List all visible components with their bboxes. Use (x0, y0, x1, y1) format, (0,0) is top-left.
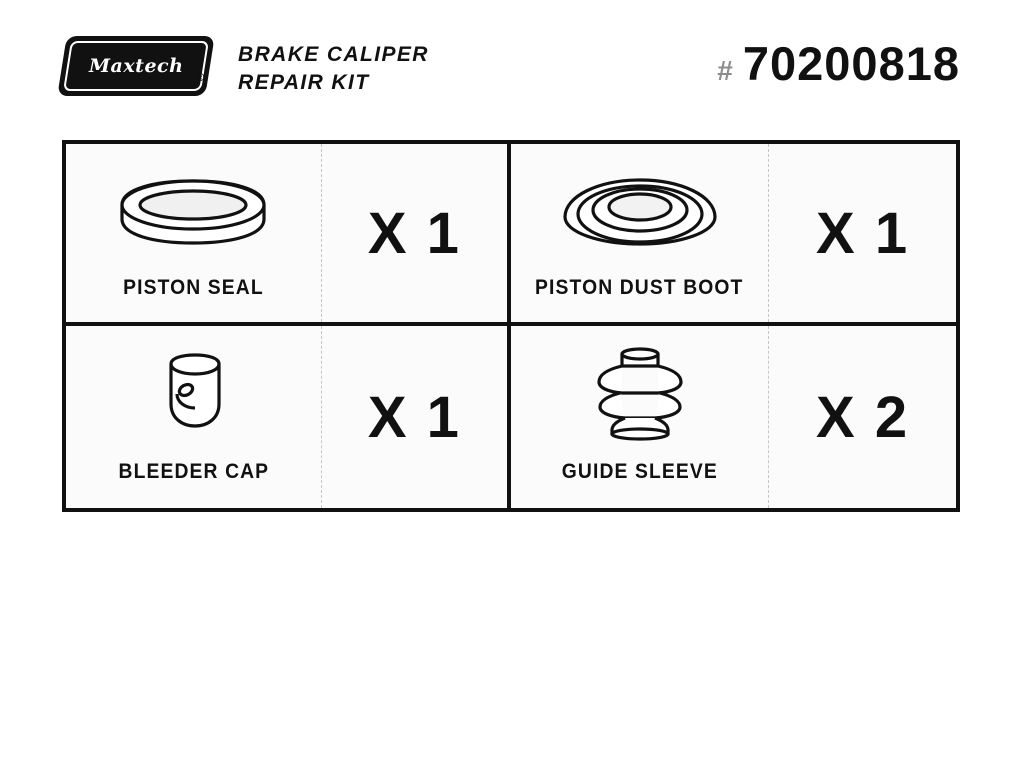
piston-dust-boot-icon (555, 160, 725, 260)
kit-item-cell (66, 144, 511, 326)
part-number-block (717, 37, 960, 90)
kit-item-label: BLEEDER CAP (118, 460, 269, 483)
kit-contents-table (62, 140, 960, 512)
kit-item-main (66, 144, 322, 322)
brand-logo-text: Maxtech (88, 55, 184, 77)
page-title-line-2: REPAIR KIT (238, 71, 370, 94)
kit-item-quantity: X 1 (816, 200, 910, 266)
header (0, 0, 1024, 140)
kit-item-cell (511, 326, 956, 508)
kit-item-main (511, 144, 769, 322)
kit-item-quantity: X 1 (367, 384, 461, 450)
piston-seal-icon (108, 160, 278, 260)
kit-item-quantity: X 1 (367, 200, 461, 266)
bleeder-cap-icon (138, 344, 248, 444)
kit-item-cell (511, 144, 956, 326)
brand-logo (57, 36, 215, 96)
page-title (238, 41, 429, 97)
registered-trademark-icon: ® (196, 72, 205, 84)
page-title-line-1: BRAKE CALIPER (238, 43, 429, 66)
guide-sleeve-icon (575, 344, 705, 444)
hash-icon: # (717, 55, 733, 86)
kit-item-quantity: X 2 (816, 384, 910, 450)
kit-item-cell (66, 326, 511, 508)
part-number: 70200818 (742, 37, 960, 90)
kit-item-main (66, 326, 322, 508)
kit-item-label: GUIDE SLEEVE (561, 460, 718, 483)
kit-item-label: PISTON SEAL (123, 276, 264, 299)
kit-item-main (511, 326, 769, 508)
brand-logo-frame (63, 41, 209, 91)
kit-item-label: PISTON DUST BOOT (535, 276, 744, 299)
